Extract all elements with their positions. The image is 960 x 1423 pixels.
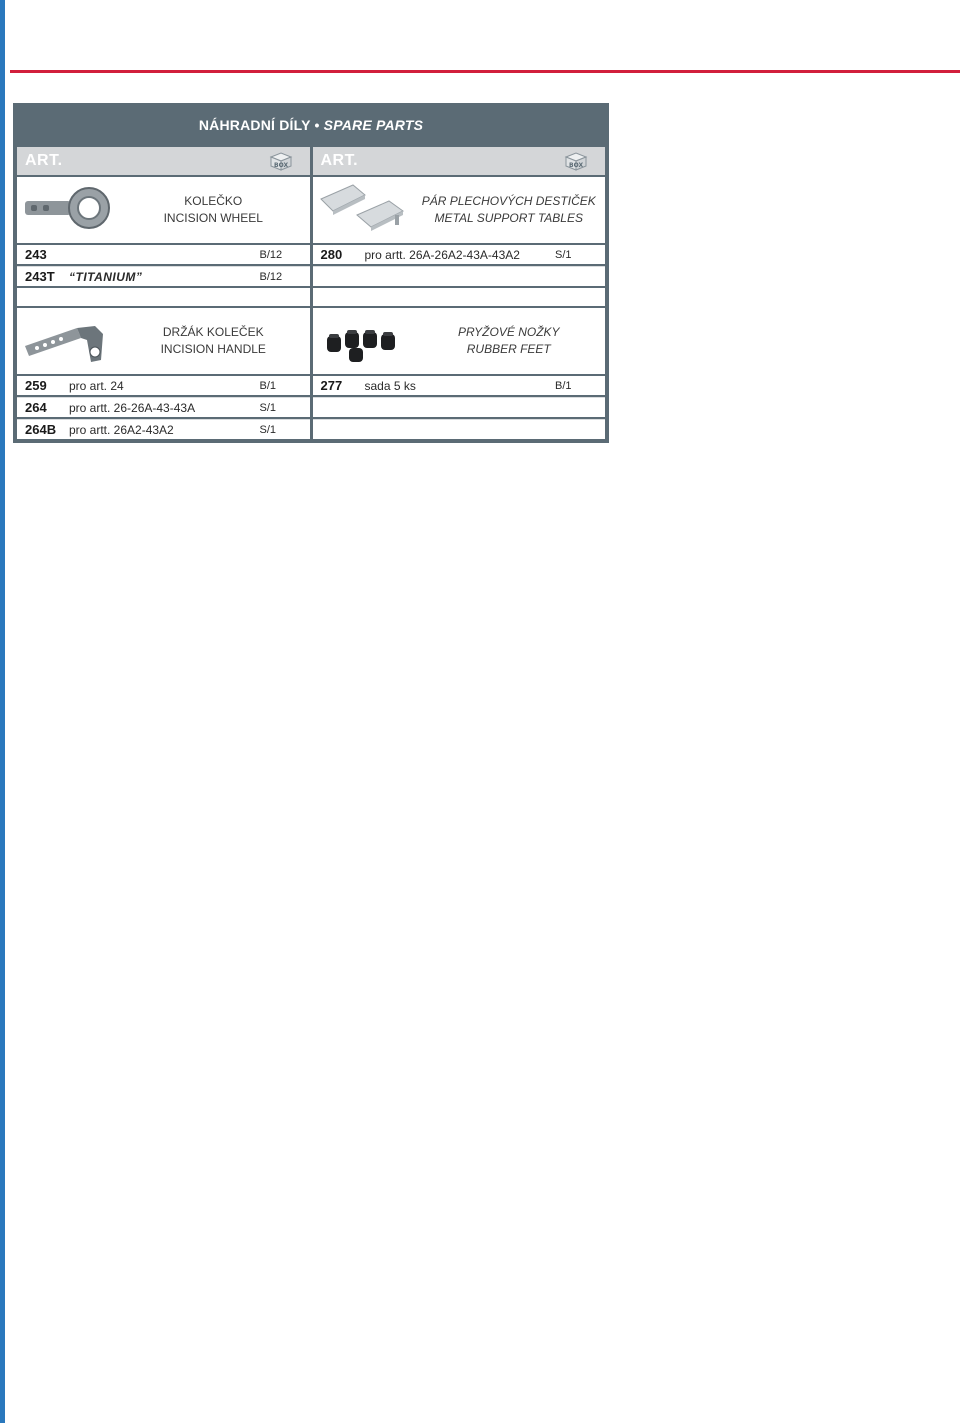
incision-handle-image	[21, 312, 113, 370]
part-code: 243T	[25, 269, 55, 284]
part-row-277	[313, 376, 606, 395]
block-separator-row	[17, 288, 605, 308]
rubber-feet-icon	[313, 308, 413, 374]
title-en: SPARE PARTS	[323, 117, 424, 133]
incision-handle-description	[117, 324, 310, 358]
incision-wheel-desc-en: INCISION WHEEL	[163, 211, 263, 225]
part-row-264b	[17, 419, 310, 439]
part-row-259	[17, 376, 310, 395]
art-label-right: ART.	[320, 152, 359, 169]
metal-support-tables-image	[317, 181, 409, 239]
part-code: 280	[320, 247, 343, 262]
left-column-header	[17, 147, 310, 175]
box-icon	[252, 147, 310, 175]
incision-handle-icon	[17, 308, 117, 374]
incision-wheel-image	[21, 181, 113, 239]
part-row-243t	[17, 266, 310, 286]
part-row-280	[313, 245, 606, 264]
part-row-264	[17, 397, 310, 417]
title-separator: •	[314, 117, 320, 133]
part-text: pro artt. 26A2-43A2	[69, 422, 174, 437]
part-code: 243	[25, 247, 47, 262]
box-icon-svg	[268, 151, 294, 171]
empty-row	[313, 419, 606, 439]
right-column-header	[313, 147, 606, 175]
box-icon-svg	[563, 151, 589, 171]
incision-handle-desc-en: INCISION HANDLE	[160, 342, 266, 356]
empty-row	[313, 397, 606, 417]
part-pack: S/1	[259, 401, 277, 414]
part-pack: B/12	[259, 270, 283, 283]
table-row	[17, 419, 605, 439]
block-1-image-row	[17, 177, 605, 245]
incision-wheel-desc-cz: KOLEČKO	[184, 194, 243, 208]
box-icon	[547, 147, 605, 175]
rubber-feet-desc-en: RUBBER FEET	[466, 342, 551, 356]
title-cz: NÁHRADNÍ DÍLY	[198, 117, 311, 133]
incision-handle-cell	[17, 308, 310, 374]
rubber-feet-image	[317, 312, 409, 370]
metal-support-tables-cell	[313, 177, 606, 243]
rubber-feet-desc-cz: PRYŽOVÉ NOŽKY	[457, 325, 560, 339]
table-row	[17, 376, 605, 397]
table-title	[13, 103, 609, 147]
top-divider-line	[10, 70, 960, 73]
metal-support-tables-desc-cz: PÁR PLECHOVÝCH DESTIČEK	[421, 194, 596, 208]
block-2-image-row	[17, 308, 605, 376]
incision-wheel-description	[117, 193, 310, 227]
part-text: pro artt. 26-26A-43-43A	[69, 400, 196, 415]
part-row-243	[17, 245, 310, 264]
part-text: “TITANIUM”	[69, 269, 143, 284]
part-code: 264B	[25, 422, 57, 437]
part-code: 264	[25, 400, 47, 415]
column-header-row	[17, 147, 605, 177]
spare-parts-table	[13, 103, 609, 443]
svg-text:BOX: BOX	[273, 162, 288, 169]
part-pack: B/1	[259, 379, 277, 392]
metal-support-tables-desc-en: METAL SUPPORT TABLES	[434, 211, 583, 225]
rubber-feet-cell	[313, 308, 606, 374]
part-text: sada 5 ks	[364, 378, 416, 393]
part-code: 277	[320, 378, 343, 393]
incision-wheel-cell	[17, 177, 310, 243]
svg-text:BOX: BOX	[569, 162, 584, 169]
table-row	[17, 397, 605, 419]
part-pack: S/1	[555, 248, 572, 261]
page-edge-stripe	[0, 0, 5, 1423]
part-code: 259	[25, 378, 47, 393]
part-text: pro artt. 26A-26A2-43A-43A2	[364, 247, 520, 262]
parts-grid	[13, 147, 609, 443]
table-row	[17, 245, 605, 266]
table-row	[17, 266, 605, 288]
metal-support-tables-description	[413, 193, 606, 227]
part-text: pro art. 24	[69, 378, 124, 393]
art-label-left: ART.	[25, 152, 63, 169]
part-pack: B/1	[555, 379, 572, 392]
part-pack: S/1	[259, 423, 277, 436]
part-pack: B/12	[259, 248, 283, 261]
incision-handle-desc-cz: DRŽÁK KOLEČEK	[162, 325, 264, 339]
incision-wheel-icon	[17, 177, 117, 243]
empty-row	[313, 266, 606, 286]
metal-support-tables-icon	[313, 177, 413, 243]
rubber-feet-description	[413, 324, 606, 358]
